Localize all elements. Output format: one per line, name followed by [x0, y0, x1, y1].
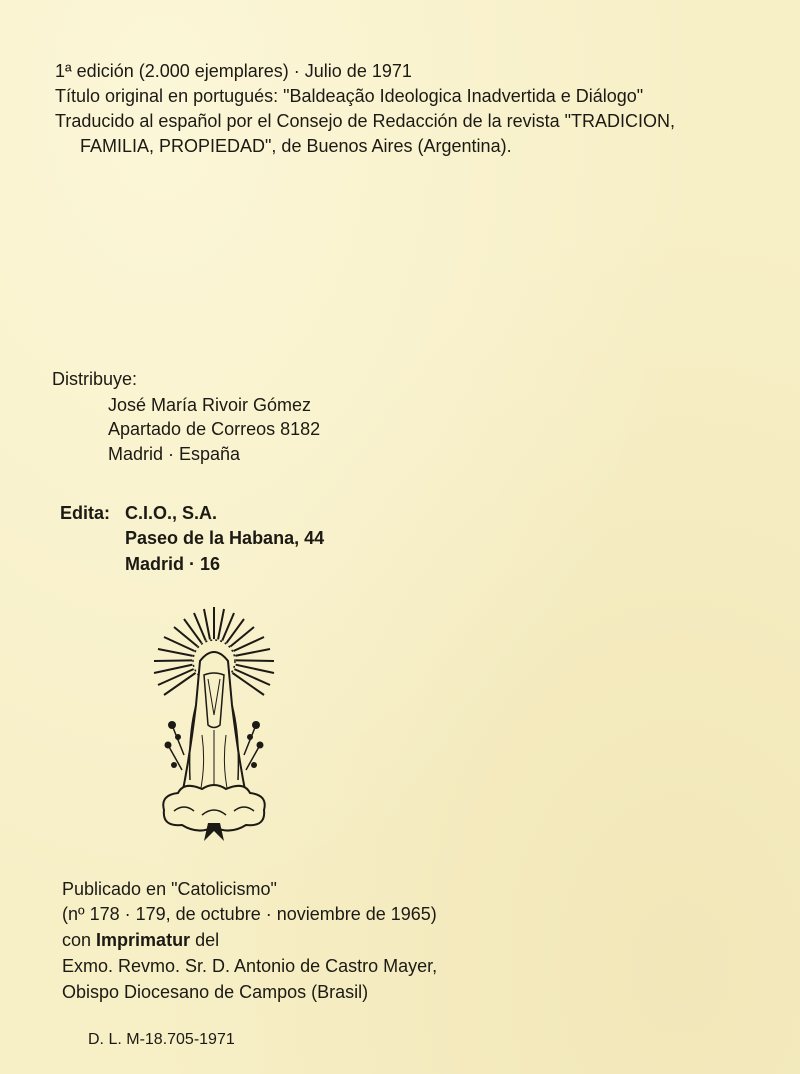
- published-in-line: Publicado en "Catolicismo": [62, 879, 277, 899]
- bishop-name-line: Exmo. Revmo. Sr. D. Antonio de Castro Mayer,: [62, 956, 438, 976]
- distributor-label: Distribuye:: [52, 369, 138, 389]
- distributor-city: Madrid · España: [108, 444, 241, 464]
- original-title-line: Título original en portugués: "Baldeação Ideologica Inadvertida e Diálogo": [55, 86, 644, 106]
- publisher-name: C.I.O., S.A.: [125, 503, 218, 523]
- distributor-name: José María Rivoir Gómez: [108, 395, 312, 415]
- imprimatur-word: Imprimatur: [96, 930, 191, 950]
- publisher-address: Paseo de la Habana, 44: [125, 528, 325, 548]
- translation-line-cont: FAMILIA, PROPIEDAD", de Buenos Aires (Argentina).: [80, 136, 512, 156]
- translation-line: Traducido al español por el Consejo de Redacción de la revista "TRADICION,: [55, 111, 676, 131]
- imprimatur-suffix: del: [195, 930, 220, 950]
- legal-deposit: D. L. M-18.705-1971: [88, 1031, 235, 1048]
- imprimatur-prefix: con: [62, 930, 92, 950]
- publisher-label: Edita:: [60, 503, 111, 523]
- publisher-city: Madrid · 16: [125, 554, 221, 574]
- edition-line: 1ª edición (2.000 ejemplares) · Julio de 1971: [55, 61, 412, 81]
- imprimatur-line: [62, 929, 219, 951]
- virgin-mary-emblem-icon: [150, 605, 278, 843]
- distributor-address: Apartado de Correos 8182: [108, 419, 321, 439]
- bishop-title-line: Obispo Diocesano de Campos (Brasil): [62, 982, 369, 1002]
- issue-line: (nº 178 · 179, de octubre · noviembre de 1965): [62, 904, 437, 924]
